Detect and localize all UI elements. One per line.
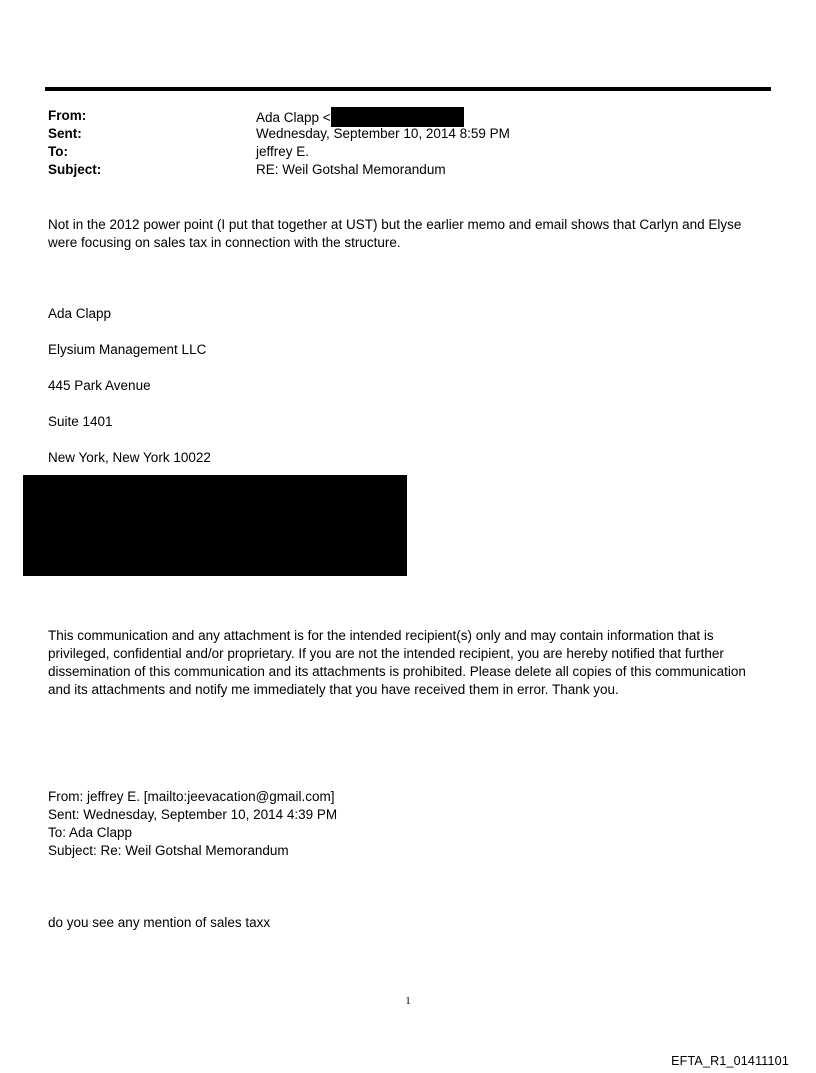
quoted-from: From: jeffrey E. [mailto:jeevacation@gmail.com] <box>48 789 335 804</box>
redaction-block <box>23 475 407 576</box>
subject-label: Subject: <box>48 162 102 177</box>
subject-value: RE: Weil Gotshal Memorandum <box>256 162 446 177</box>
to-value: jeffrey E. <box>256 144 310 159</box>
to-row <box>48 143 768 161</box>
quoted-sent: Sent: Wednesday, September 10, 2014 4:39 PM <box>48 807 338 822</box>
sent-value: Wednesday, September 10, 2014 8:59 PM <box>256 126 510 141</box>
signature-company: Elysium Management LLC <box>48 342 207 357</box>
header-rule <box>45 87 771 91</box>
disclaimer-line-2: privileged, confidential and/or proprietary. If you are not the intended recipient, you are hereby notified that further <box>48 646 724 661</box>
subject-row <box>48 161 768 179</box>
from-label: From: <box>48 108 87 123</box>
quoted-to: To: Ada Clapp <box>48 825 133 840</box>
quoted-body: do you see any mention of sales taxx <box>48 915 271 930</box>
to-label: To: <box>48 144 68 159</box>
body-line-1: Not in the 2012 power point (I put that together at UST) but the earlier memo and email shows that Carlyn and Elyse <box>48 217 742 232</box>
page-number: 1 <box>405 995 411 1007</box>
signature-name: Ada Clapp <box>48 306 112 321</box>
quoted-subject: Subject: Re: Weil Gotshal Memorandum <box>48 843 289 858</box>
redaction-email <box>331 107 464 127</box>
body-line-2: were focusing on sales tax in connection with the structure. <box>48 235 401 250</box>
sent-label: Sent: <box>48 126 82 141</box>
signature-address2: Suite 1401 <box>48 414 113 429</box>
bates-number: EFTA_R1_01411101 <box>671 1054 789 1068</box>
disclaimer-line-1: This communication and any attachment is for the intended recipient(s) only and may contain information that is <box>48 628 714 643</box>
signature-address1: 445 Park Avenue <box>48 378 151 393</box>
sent-row <box>48 125 768 143</box>
from-row <box>48 107 768 125</box>
disclaimer-line-4: and its attachments and notify me immediately that you have received them in error. Thank you. <box>48 682 619 697</box>
signature-city: New York, New York 10022 <box>48 450 211 465</box>
disclaimer-line-3: dissemination of this communication and its attachments is prohibited. Please delete all copies of this communication <box>48 664 746 679</box>
from-name: Ada Clapp < <box>256 110 331 125</box>
from-value <box>256 107 464 127</box>
